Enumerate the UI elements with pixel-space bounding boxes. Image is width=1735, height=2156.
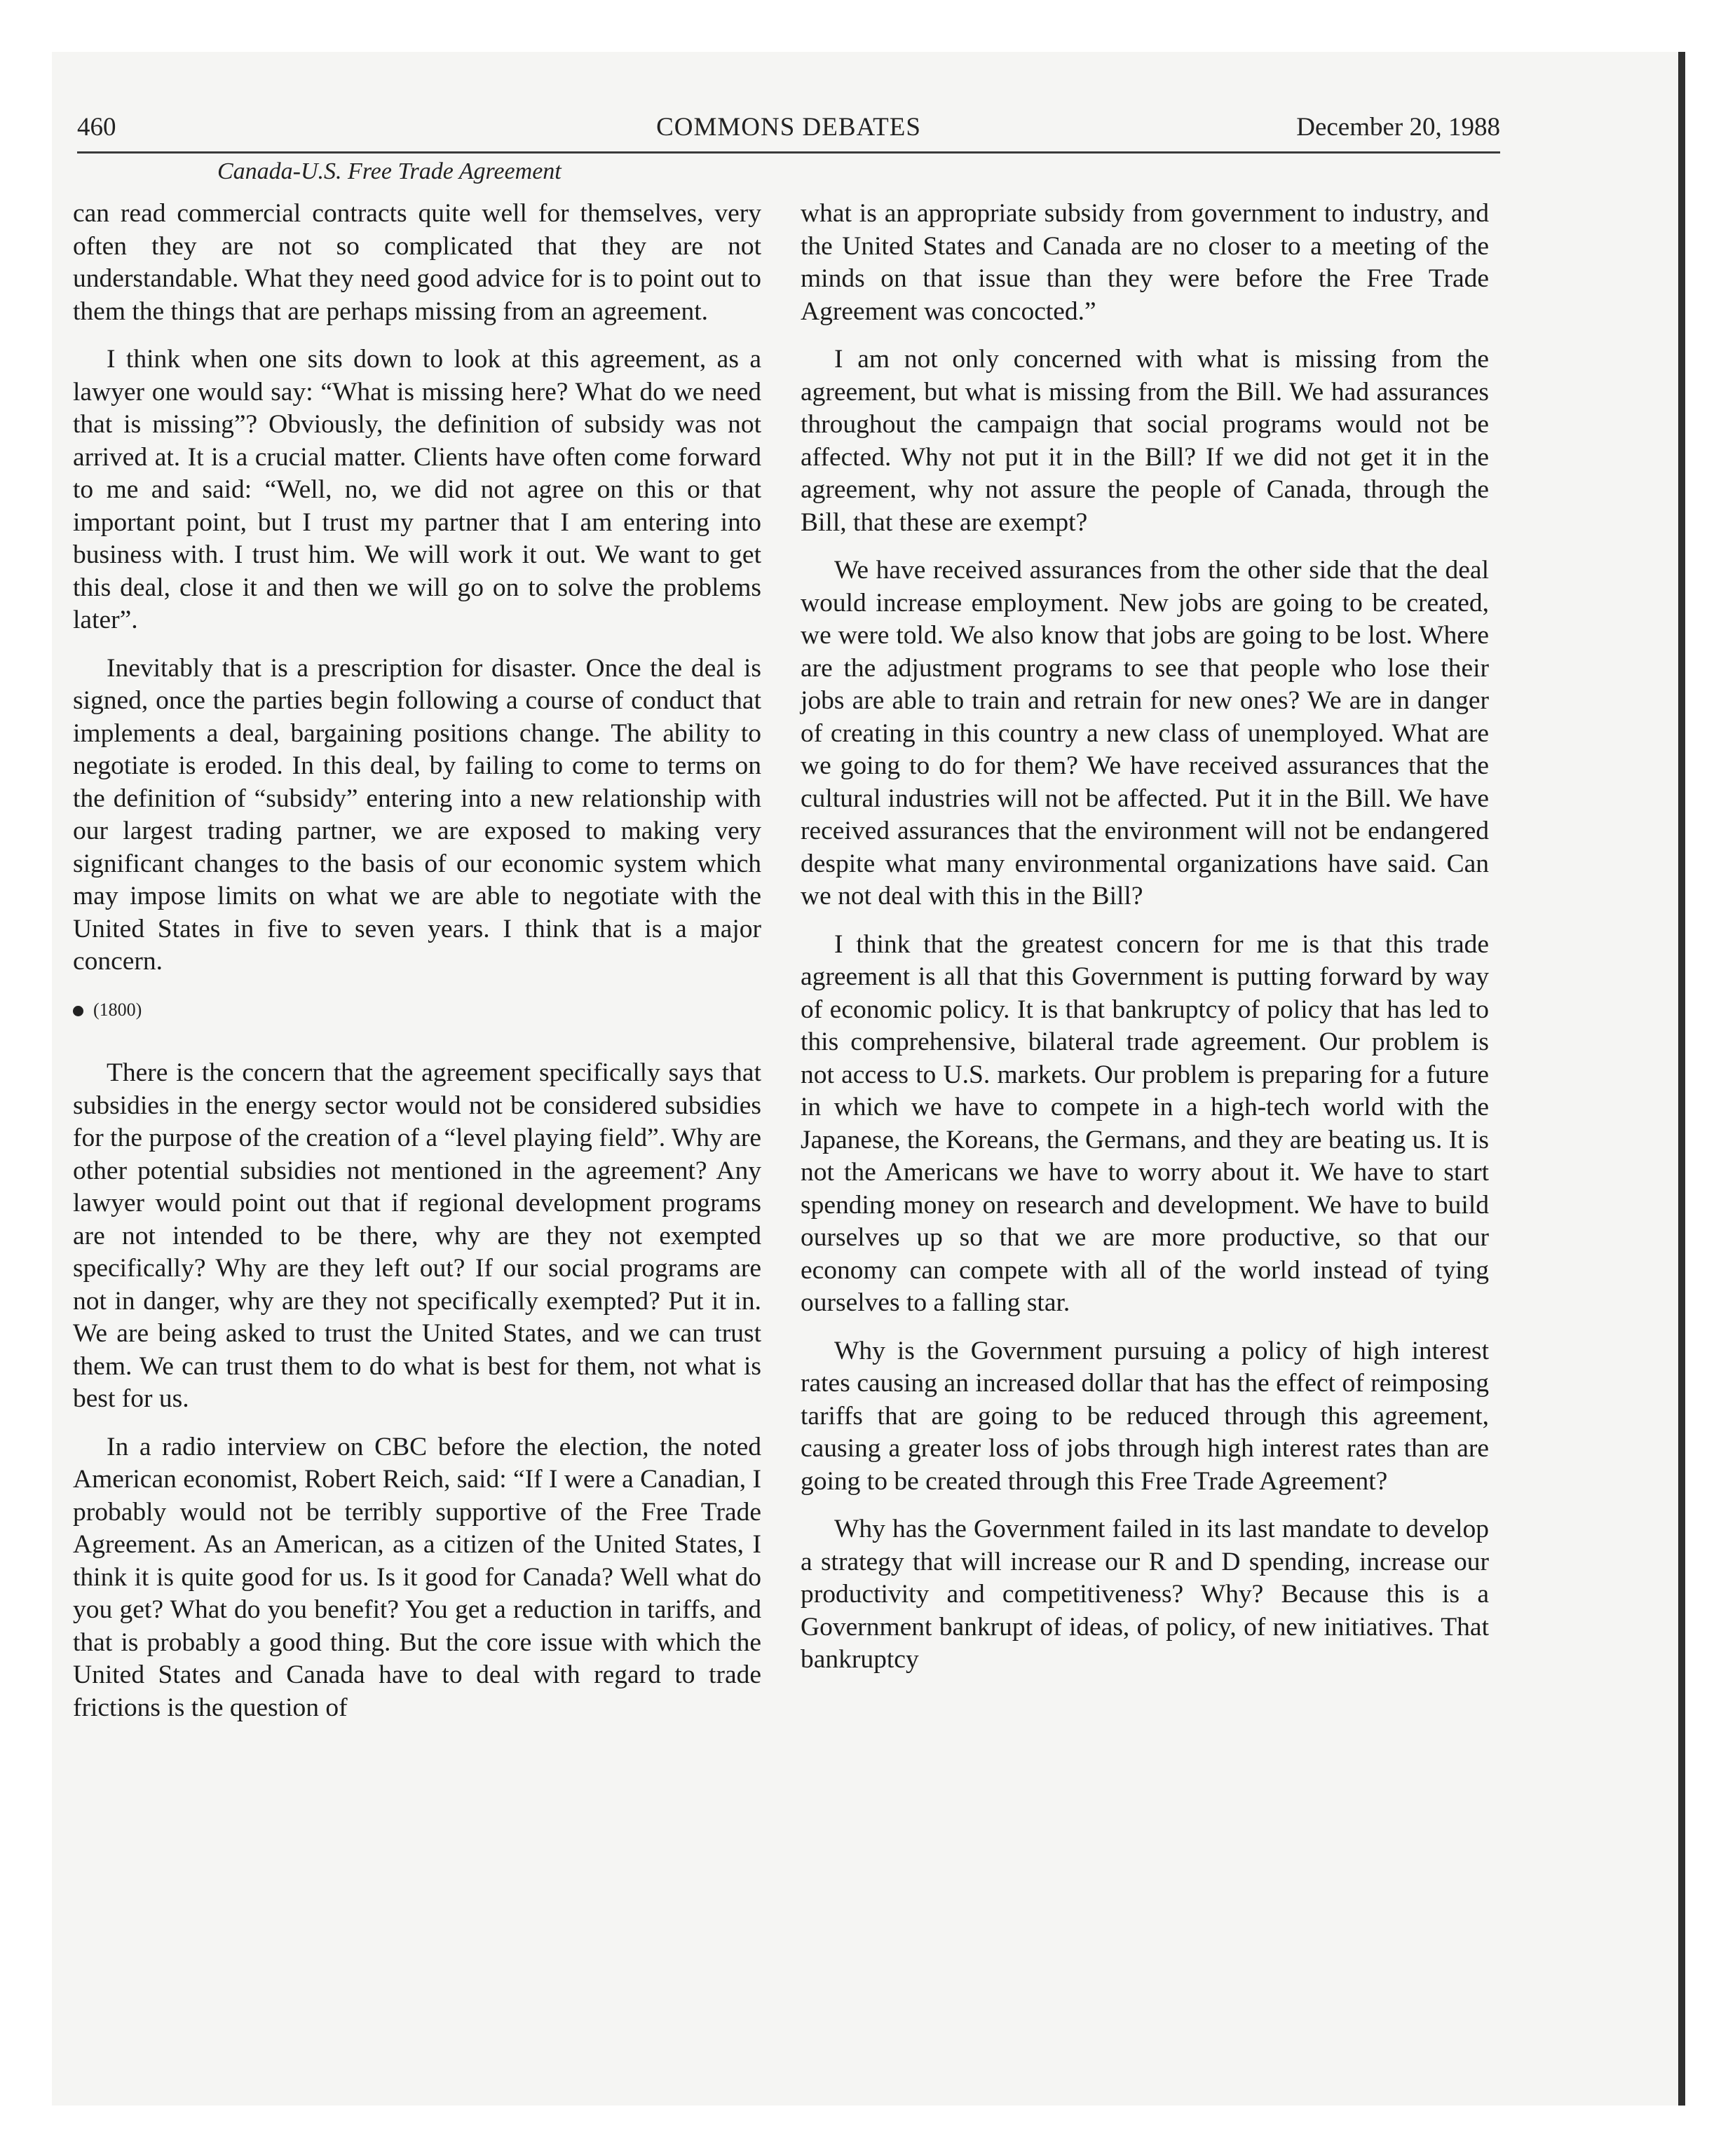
bullet-icon	[73, 1006, 83, 1016]
paragraph: I think that the greatest concern for me is that this trade agreement is all that this Government is putting forward by way of economic policy. It is that bankruptcy of policy that has led to this comprehensive, bilateral trade agreement. Our problem is not access to U.S. markets. Our problem is preparing for a future in which we have to compete in a high-tech world with the Japanese, the Koreans, the Germans, and they are beating us. It is not the Americans we have to worry about it. We have to start spending money on research and development. We have to build ourselves up so that we are more productive, so that our economy can compete with all of the world instead of tying ourselves to a falling star.	[801, 929, 1489, 1317]
header-date: December 20, 1988	[1296, 113, 1500, 142]
page-number: 460	[77, 113, 116, 142]
page-header	[77, 112, 1500, 153]
paragraph: We have received assurances from the other side that the deal would increase employment. New jobs are going to be created, we were told. We also know that jobs are going to be lost. Where are the adjustment programs to see that people who lose their jobs are able to train and retrain for new ones? We are in danger of creating in this country a new class of unemployed. What are we going to do for them? We have received assurances that the cultural industries will not be affected. Put it in the Bill. We have received assurances that the environment will not be endangered despite what many environmental organizations have said. Can we not deal with this in the Bill?	[801, 556, 1489, 910]
paragraph: Inevitably that is a prescription for disaster. Once the deal is signed, once the parties begin following a course of conduct that implements a deal, bargaining positions change. The ability to negotiate is eroded. In this deal, by failing to come to terms on the definition of “subsidy” entering into a new relationship with our largest trading partner, we are exposed to making very significant changes to the basis of our economic system which may impose limits on what we are able to negotiate with the United States in five to seven years. I think that is a major concern.	[73, 653, 761, 976]
paragraph: can read commercial contracts quite well for themselves, very often they are not so complicated that they are not understandable. What they need good advice for is to point out to them the things that are perhaps missing from an agreement.	[73, 199, 761, 326]
scan-edge-shadow	[1678, 52, 1685, 2106]
paragraph: what is an appropriate subsidy from government to industry, and the United States and Canada are no closer to a meeting of the minds on that issue than they were before the Free Trade Agreement was concocted.”	[801, 199, 1489, 326]
time-marker	[73, 994, 761, 1027]
paragraph: I think when one sits down to look at this agreement, as a lawyer one would say: “What is missing here? What do we need that is missing”? Obviously, the definition of subsidy was not arrived at. It is a crucial matter. Clients have often come forward to me and said: “Well, no, we did not agree on this or that important point, but I trust my partner that I am entering into business with. I trust him. We will work it out. We want to get this deal, close it and then we will go on to solve the problems later”.	[73, 345, 761, 634]
left-column	[73, 198, 761, 1740]
paragraph: In a radio interview on CBC before the election, the noted American economist, Robert Reich, said: “If I were a Canadian, I probably would not be terribly supportive of the Free Trade Agreement. As an American, as a citizen of the United States, I think it is quite good for us. Is it good for Canada? Well what do you get? What do you benefit? You get a reduction in tariffs, and that is probably a good thing. But the core issue with which the United States and Canada have to deal with regard to trade frictions is the question of	[73, 1432, 761, 1722]
paragraph: There is the concern that the agreement specifically says that subsidies in the energy sector would not be considered subsidies for the purpose of the creation of a “level playing field”. Why are other potential subsidies not mentioned in the agreement? Any lawyer would point out that if regional development programs are not intended to be there, why are they not exempted specifically? Why are they left out? If our social programs are not in danger, why are they not specifically exempted? Put it in. We are being asked to trust the United States, and we can trust them. We can trust them to do what is best for them, not what is best for us.	[73, 1058, 761, 1413]
time-marker-text: (1800)	[93, 999, 142, 1020]
publication-title: COMMONS DEBATES	[656, 113, 921, 142]
paragraph: I am not only concerned with what is missing from the agreement, but what is missing from the Bill. We had assurances throughout the campaign that social programs would not be affected. Why not put it in the Bill? If we did not get it in the agreement, why not assure the people of Canada, through the Bill, that these are exempt?	[801, 345, 1489, 537]
paragraph: Why is the Government pursuing a policy of high interest rates causing an increased dollar that has the effect of reimposing tariffs that are going to be reduced through this agreement, causing a greater loss of jobs through high interest rates than are going to be created through this Free Trade Agreement?	[801, 1336, 1489, 1496]
subject-heading: Canada-U.S. Free Trade Agreement	[217, 158, 562, 184]
right-column	[801, 198, 1489, 1692]
paragraph: Why has the Government failed in its last mandate to develop a strategy that will increase our R and D spending, increase our productivity and competitiveness? Why? Because this is a Government bankrupt of ideas, of policy, of new initiatives. That bankruptcy	[801, 1515, 1489, 1674]
